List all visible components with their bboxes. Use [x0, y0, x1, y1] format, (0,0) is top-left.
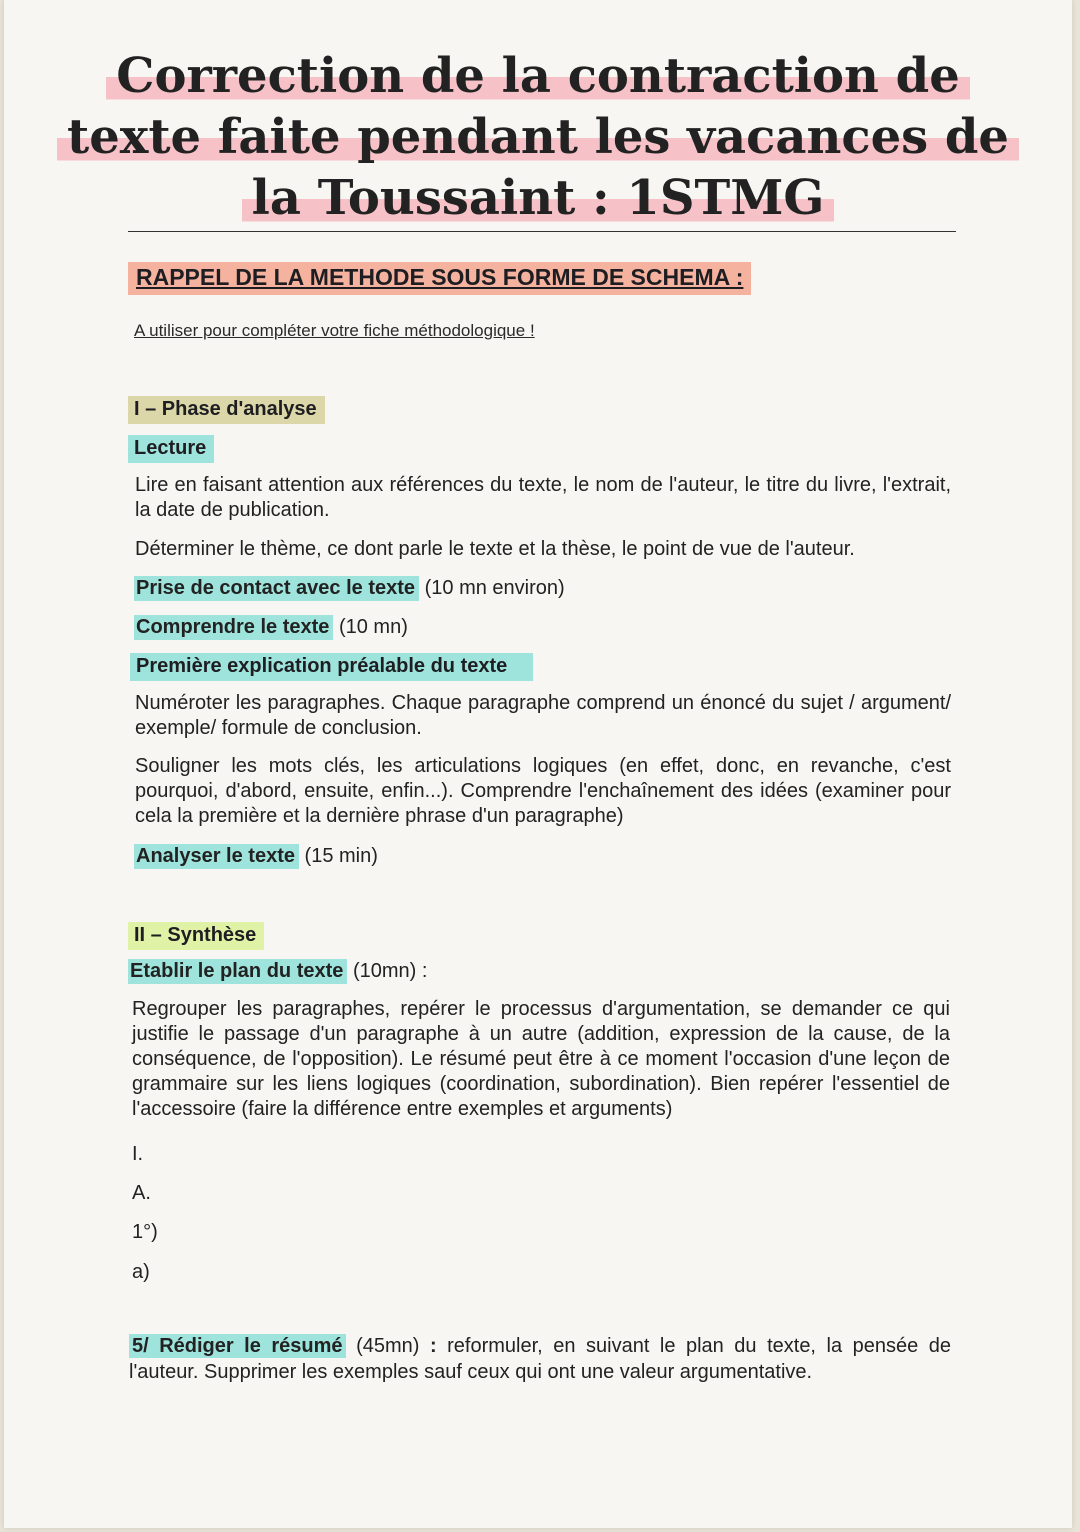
- lecture-heading: Lecture: [128, 435, 214, 463]
- rediger-resume-paragraph: [129, 1333, 951, 1385]
- premiere-paragraph-1: Numéroter les paragraphes. Chaque paragraphe comprend un énoncé du sujet / argument/ exemple/ formule de conclusion.: [135, 692, 951, 739]
- lecture-paragraph-1: Lire en faisant attention aux références du texte, le nom de l'auteur, le titre du livre, l'extrait, la date de publication.: [135, 474, 951, 521]
- section-1-heading: I – Phase d'analyse: [128, 396, 325, 424]
- comprendre-label: Comprendre le texte: [134, 615, 333, 640]
- rappel-heading: RAPPEL DE LA METHODE SOUS FORME DE SCHEMA :: [128, 262, 751, 295]
- title-line-3: la Toussaint : 1STMG: [242, 170, 835, 226]
- title-line-2: texte faite pendant les vacances de: [57, 109, 1019, 165]
- lecture-paragraph-2: Déterminer le thème, ce dont parle le texte et la thèse, le point de vue de l'auteur.: [135, 538, 855, 560]
- prise-contact-time: (10 mn environ): [419, 577, 565, 599]
- rediger-resume-text: reformuler, en suivant le plan du texte, la pensée de l'auteur. Supprimer les exemples sauf ceux qui ont une valeur argumentative.: [129, 1335, 951, 1383]
- prise-contact-line: [134, 577, 565, 600]
- title-divider: [128, 231, 956, 232]
- plan-line: [128, 960, 427, 983]
- analyser-line: [134, 845, 378, 868]
- outline-level-3: 1°): [132, 1221, 158, 1243]
- plan-time: (10mn) :: [347, 960, 428, 982]
- outline-level-1: I.: [132, 1143, 144, 1165]
- title-line-1: Correction de la contraction de: [106, 48, 970, 104]
- plan-paragraph: Regrouper les paragraphes, repérer le processus d'argumentation, se demander ce qui justifie le passage d'un paragraphe à un autre (addition, expression de la cause, de la conséquence, de l'opposition). Le résumé peut être à ce moment l'occasion d'une leçon de grammaire sur les liens logiques (coordination, subordination). Bien repérer l'essentiel de l'accessoire (faire la différence entre exemples et arguments): [132, 998, 950, 1120]
- premiere-explication-heading: Première explication préalable du texte: [130, 653, 533, 681]
- rediger-resume-label: 5/ Rédiger le résumé: [129, 1334, 346, 1358]
- analyser-time: (15 min): [298, 845, 378, 867]
- outline-level-2: A.: [132, 1182, 151, 1204]
- comprendre-line: [134, 616, 408, 639]
- usage-note: A utiliser pour compléter votre fiche méthodologique !: [134, 321, 535, 340]
- prise-contact-label: Prise de contact avec le texte: [134, 576, 419, 601]
- document-page: [4, 0, 1072, 1528]
- premiere-paragraph-2: Souligner les mots clés, les articulations logiques (en effet, donc, en revanche, c'est pourquoi, d'abord, ensuite, enfin...). Comprendre l'enchaînement des idées (examiner pour cela la première et la dernière phrase d'un paragraphe): [135, 755, 951, 827]
- rediger-resume-colon: :: [429, 1335, 437, 1357]
- outline-level-4: a): [132, 1261, 150, 1283]
- section-2-heading: II – Synthèse: [128, 922, 264, 950]
- rediger-resume-time: (45mn): [345, 1335, 430, 1357]
- analyser-label: Analyser le texte: [134, 844, 299, 869]
- comprendre-time: (10 mn): [333, 616, 408, 638]
- page-title: [4, 46, 1072, 229]
- plan-label: Etablir le plan du texte: [128, 959, 347, 984]
